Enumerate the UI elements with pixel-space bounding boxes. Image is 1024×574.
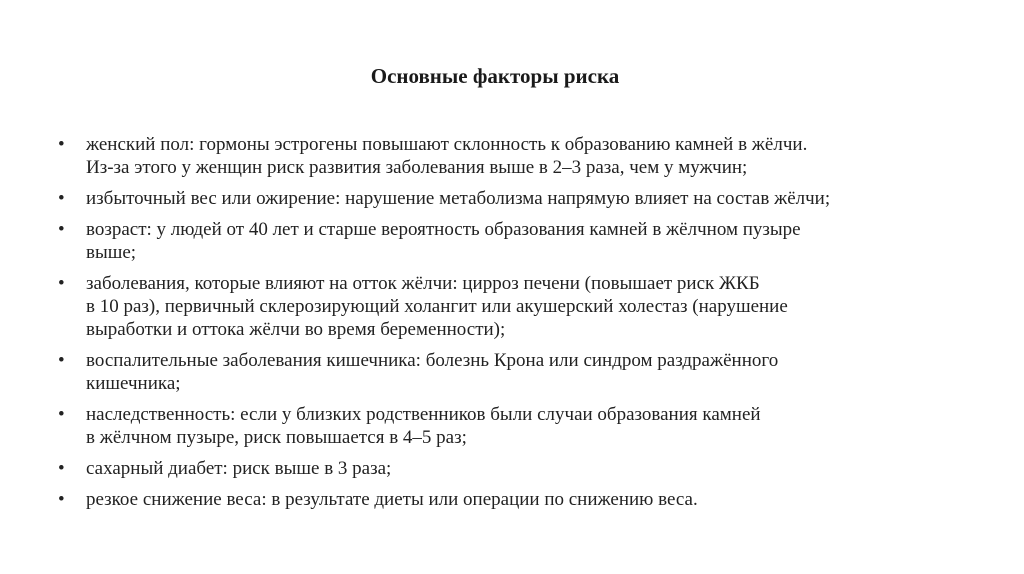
- list-item-line: женский пол: гормоны эстрогены повышают склонность к образованию камней в жёлчи.: [86, 134, 808, 155]
- list-item-line: возраст: у людей от 40 лет и старше вероятность образования камней в жёлчном пузыре: [86, 219, 801, 240]
- list-item: [58, 349, 918, 395]
- list-item-line: избыточный вес или ожирение: нарушение метаболизма напрямую влияет на состав жёлчи;: [86, 188, 831, 209]
- list-item-line: Из-за этого у женщин риск развития заболевания выше в 2–3 раза, чем у мужчин;: [86, 157, 748, 178]
- list-item: [58, 187, 918, 210]
- list-item: [58, 272, 918, 341]
- list-item-text: [86, 218, 918, 264]
- bullet-icon: •: [58, 188, 65, 209]
- list-item-text: [86, 133, 918, 179]
- list-item-text: [86, 457, 918, 480]
- list-item-line: резкое снижение веса: в результате диеты или операции по снижению веса.: [86, 489, 698, 510]
- list-item-text: [86, 187, 918, 210]
- bullet-icon: •: [58, 350, 65, 371]
- bullet-icon: •: [58, 489, 65, 510]
- list-item-line: заболевания, которые влияют на отток жёлчи: цирроз печени (повышает риск ЖКБ: [86, 273, 760, 294]
- bullet-icon: •: [58, 134, 65, 155]
- list-item: [58, 488, 918, 511]
- list-item-text: [86, 349, 918, 395]
- list-item-line: воспалительные заболевания кишечника: болезнь Крона или синдром раздражённого: [86, 350, 779, 371]
- list-item-text: [86, 403, 918, 449]
- list-item-line: наследственность: если у близких родственников были случаи образования камней: [86, 404, 761, 425]
- bullet-icon: •: [58, 404, 65, 425]
- risk-factors-list: [58, 133, 918, 519]
- list-item-line: сахарный диабет: риск выше в 3 раза;: [86, 458, 392, 479]
- list-item-text: [86, 488, 918, 511]
- slide-title: Основные факторы риска: [370, 64, 620, 88]
- list-item: [58, 218, 918, 264]
- list-item-text: [86, 272, 918, 341]
- list-item-line: в жёлчном пузыре, риск повышается в 4–5 раз;: [86, 427, 467, 448]
- bullet-icon: •: [58, 219, 65, 240]
- list-item-line: выработки и оттока жёлчи во время беременности);: [86, 319, 506, 340]
- bullet-icon: •: [58, 273, 65, 294]
- list-item: [58, 403, 918, 449]
- list-item-line: выше;: [86, 242, 137, 263]
- bullet-icon: •: [58, 458, 65, 479]
- list-item-line: в 10 раз), первичный склерозирующий холангит или акушерский холестаз (нарушение: [86, 296, 788, 317]
- list-item-line: кишечника;: [86, 373, 181, 394]
- list-item: [58, 133, 918, 179]
- list-item: [58, 457, 918, 480]
